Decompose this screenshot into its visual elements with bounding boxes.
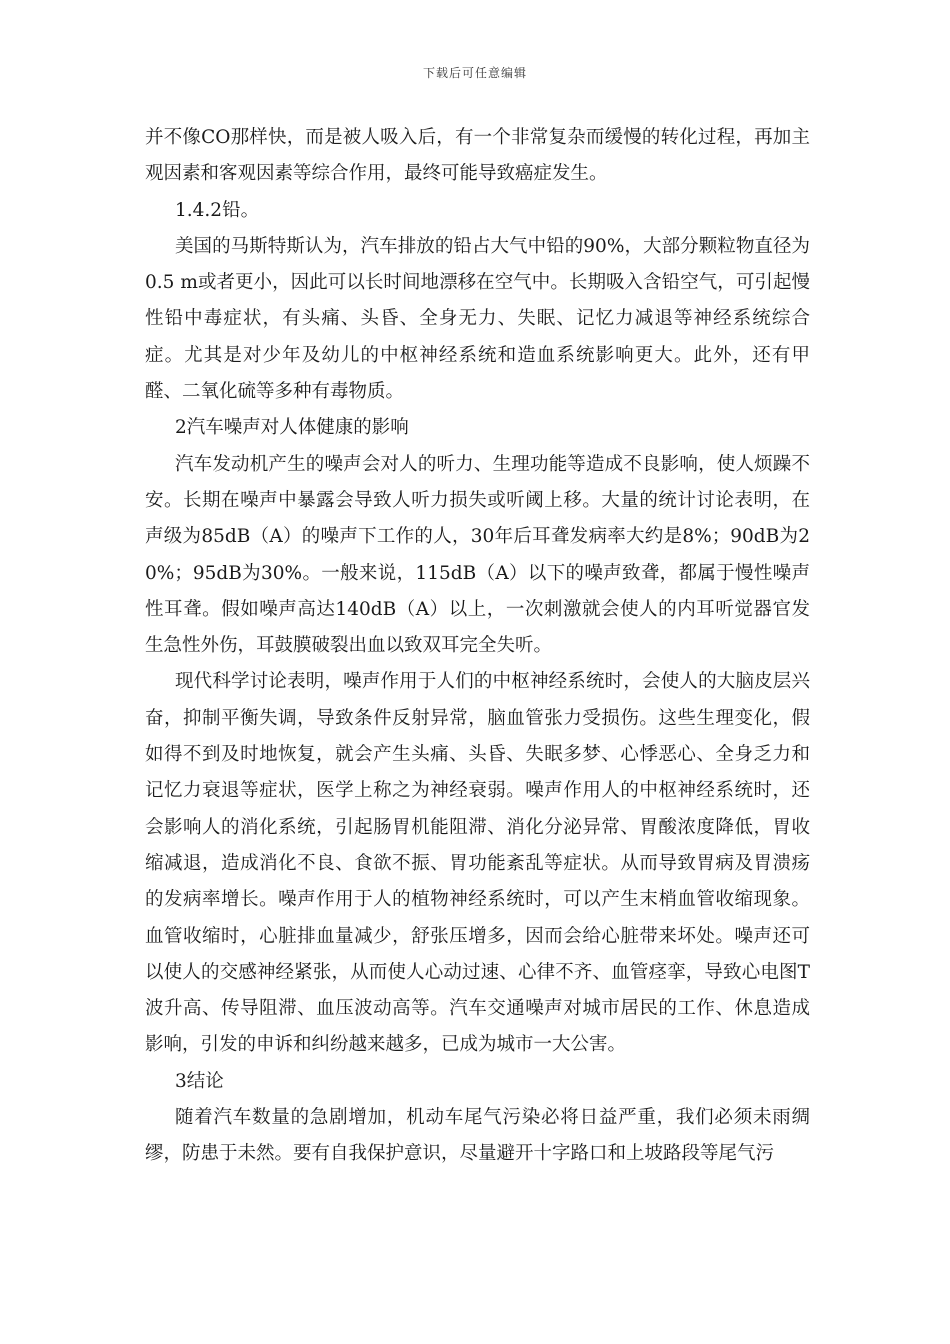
page-header: 下载后可任意编辑 — [422, 66, 527, 80]
paragraph-conclusion: 随着汽车数量的急剧增加，机动车尾气污染必将日益严重，我们必须未雨绸缪，防患于未然。要有自我保护意识，尽量避开十字路口和上坡路段等尾气污 — [145, 1107, 810, 1165]
section-heading-conclusion: 3结论 — [175, 1070, 224, 1092]
section-heading-noise: 2汽车噪声对人体健康的影响 — [175, 417, 409, 439]
paragraph-continuation: 并不像CO那样快，而是被人吸入后，有一个非常复杂而缓慢的转化过程，再加主观因素和客观因素等综合作用，最终可能导致癌症发生。 — [145, 127, 810, 185]
document-body — [145, 120, 810, 1173]
paragraph-noise-hearing: 汽车发动机产生的噪声会对人的听力、生理功能等造成不良影响，使人烦躁不安。长期在噪声中暴露会导致人听力损失或听阈上移。大量的统计讨论表明，在声级为85dB（A）的噪声下工作的人，30年后耳聋发病率大约是8%；90dB为20%；95dB为30%。一般来说，115dB（A）以下的噪声致聋，都属于慢性噪声性耳聋。假如噪声高达140dB（A）以上，一次刺激就会使人的内耳听觉器官发生急性外伤，耳鼓膜破裂出血以致双耳完全失听。 — [145, 453, 810, 657]
section-heading-lead: 1.4.2铅。 — [175, 199, 260, 221]
paragraph-lead-effects: 美国的马斯特斯认为，汽车排放的铅占大气中铅的90%，大部分颗粒物直径为0.5 m或者更小，因此可以长时间地漂移在空气中。长期吸入含铅空气，可引起慢性铅中毒症状，有头痛、头昏、全身无力、失眠、记忆力减退等神经系统综合症。尤其是对少年及幼儿的中枢神经系统和造血系统影响更大。此外，还有甲醛、二氧化硫等多种有毒物质。 — [145, 235, 810, 403]
paragraph-noise-nervous-system: 现代科学讨论表明，噪声作用于人们的中枢神经系统时，会使人的大脑皮层兴奋，抑制平衡失调，导致条件反射异常，脑血管张力受损伤。这些生理变化，假如得不到及时地恢复，就会产生头痛、头昏、失眠多梦、心悸恶心、全身乏力和记忆力衰退等症状，医学上称之为神经衰弱。噪声作用人的中枢神经系统时，还会影响人的消化系统，引起肠胃机能阻滞、消化分泌异常、胃酸浓度降低，胃收缩减退，造成消化不良、食欲不振、胃功能紊乱等症状。从而导致胃病及胃溃疡的发病率增长。噪声作用于人的植物神经系统时，可以产生末梢血管收缩现象。血管收缩时，心脏排血量减少，舒张压增多，因而会给心脏带来坏处。噪声还可以使人的交感神经紧张，从而使人心动过速、心律不齐、血管痉挛，导致心电图T波升高、传导阻滞、血压波动高等。汽车交通噪声对城市居民的工作、休息造成影响，引发的申诉和纠纷越来越多，已成为城市一大公害。 — [145, 671, 810, 1056]
